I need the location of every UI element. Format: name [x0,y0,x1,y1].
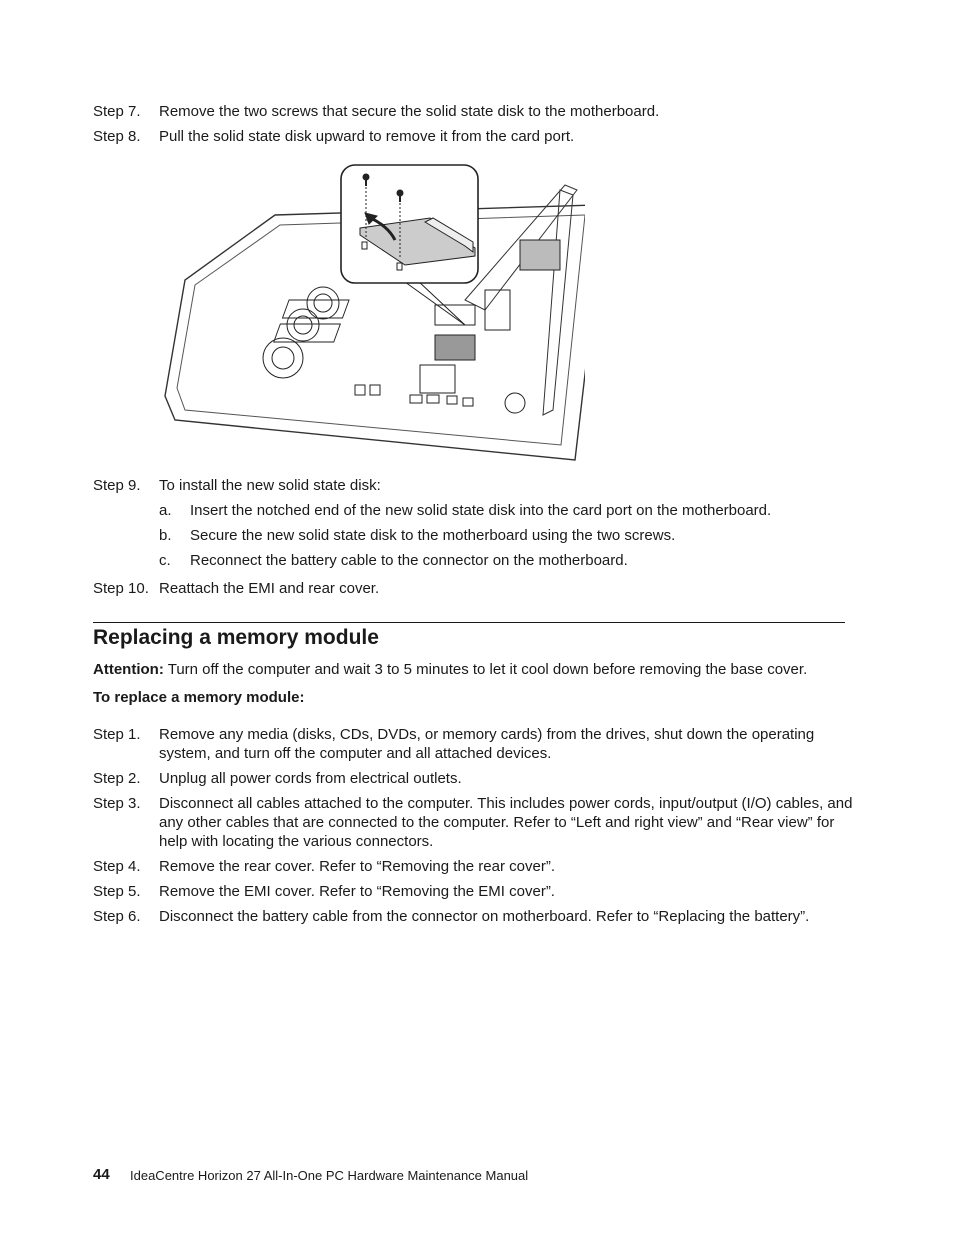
chip [435,335,475,360]
section-title: Replacing a memory module [93,626,379,649]
step-label: Step 3. [93,795,141,812]
step-label: Step 6. [93,908,141,925]
step-text: Remove any media (disks, CDs, DVDs, or memory cards) from the drives, shut down the operating system, and turn off the computer and all attached devices. [159,726,815,762]
step-label: Step 1. [93,726,141,743]
fan-3 [263,338,303,378]
page-number: 44 [93,1166,110,1183]
step-label: Step 4. [93,858,141,875]
step-label: Step 10. [93,580,149,597]
step-text: Disconnect all cables attached to the computer. This includes power cords, input/output (I/O) cables, and any other cables that are connected to the computer. Refer to “Left and right view” and “Rear view” for help with locating the various connectors. [159,795,853,850]
step-label: Step 8. [93,128,141,145]
step-label: Step 5. [93,883,141,900]
substep-label: b. [159,527,172,544]
step-label: Step 2. [93,770,141,787]
procedure-heading: To replace a memory module: [93,689,305,706]
fan-1 [307,287,339,319]
step-label: Step 9. [93,477,141,494]
step-text: Reattach the EMI and rear cover. [159,580,380,597]
step-text: Disconnect the battery cable from the connector on motherboard. Refer to “Replacing the battery”. [159,908,810,925]
substep-label: c. [159,552,171,569]
step-text: Unplug all power cords from electrical outlets. [159,770,462,787]
substep-text: Reconnect the battery cable to the connector on the motherboard. [190,552,628,569]
step-text: Remove the two screws that secure the solid state disk to the motherboard. [159,103,660,120]
attention-label: Attention: [93,661,164,678]
section-divider [93,622,845,623]
step-text: Pull the solid state disk upward to remove it from the card port. [159,128,575,145]
step-label: Step 7. [93,103,141,120]
substep-text: Secure the new solid state disk to the motherboard using the two screws. [190,527,676,544]
attention-text: Turn off the computer and wait 3 to 5 minutes to let it cool down before removing the base cover. [163,661,808,678]
step-text: Remove the rear cover. Refer to “Removing the rear cover”. [159,858,555,875]
ssd-removal-illustration [155,160,585,470]
step-text: To install the new solid state disk: [159,477,381,494]
manual-title: IdeaCentre Horizon 27 All-In-One PC Hardware Maintenance Manual [130,1168,529,1183]
fan-2 [287,309,319,341]
step-text: Remove the EMI cover. Refer to “Removing the EMI cover”. [159,883,555,900]
substep-label: a. [159,502,172,519]
attention-note [93,660,807,679]
substep-text: Insert the notched end of the new solid state disk into the card port on the motherboard. [190,502,772,519]
